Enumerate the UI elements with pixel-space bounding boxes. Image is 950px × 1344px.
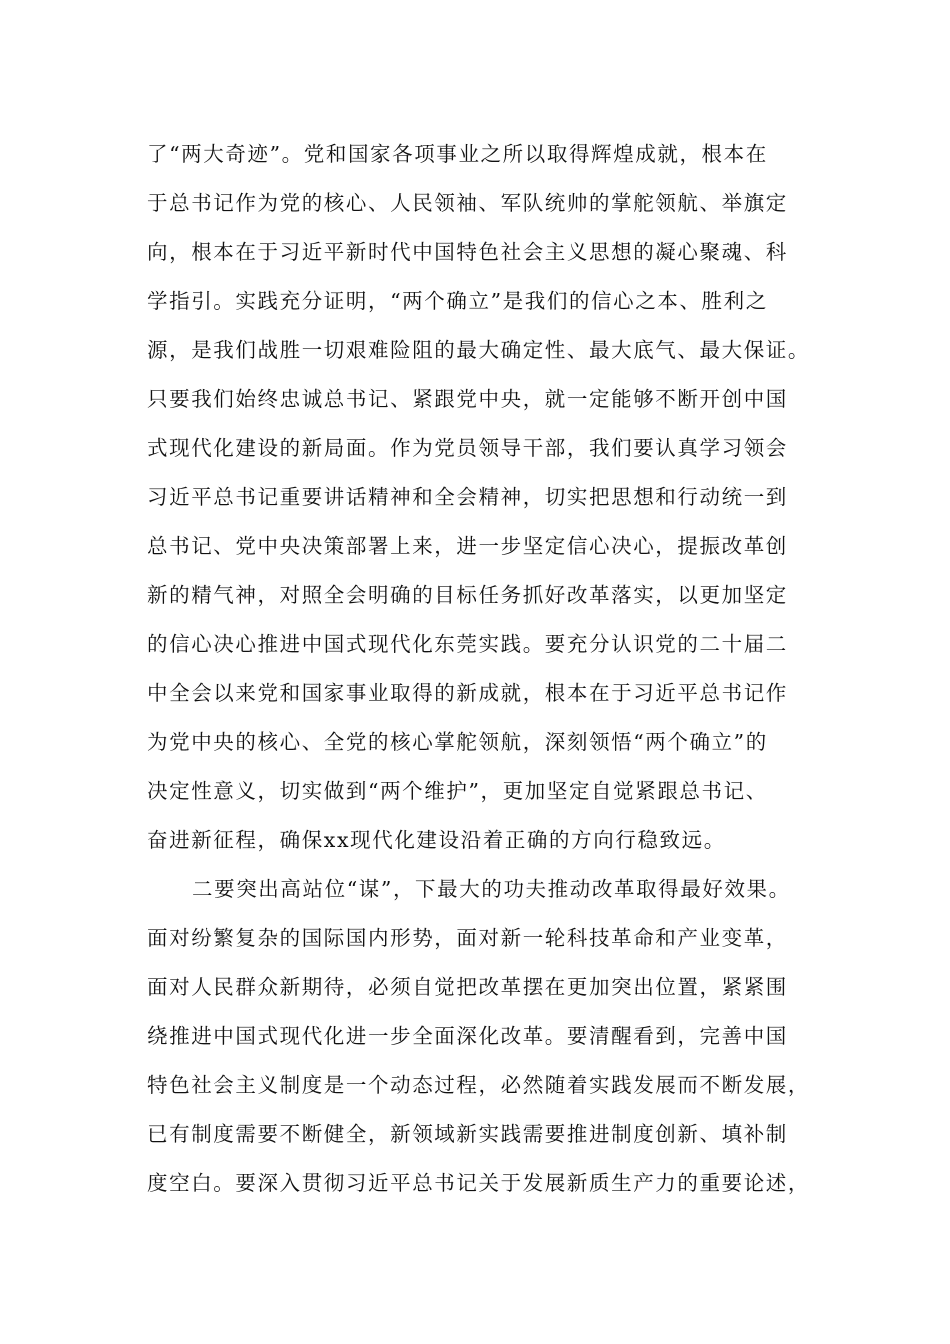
text-line: 度空白。要深入贯彻习近平总书记关于发展新质生产力的重要论述， — [147, 1171, 810, 1195]
text-line: 特色社会主义制度是一个动态过程，必然随着实践发展而不断发展， — [147, 1073, 810, 1097]
text-line: 于总书记作为党的核心、人民领袖、军队统帅的掌舵领航、举旗定 — [147, 191, 788, 215]
text-line: 中全会以来党和国家事业取得的新成就，根本在于习近平总书记作 — [147, 681, 788, 705]
text-line: 奋进新征程，确保xx现代化建设沿着正确的方向行稳致远。 — [147, 828, 726, 852]
paragraph-start-line: 二要突出高站位“谋”，下最大的功夫推动改革取得最好效果。 — [192, 877, 791, 901]
body-text — [147, 130, 827, 1208]
text-line: 源，是我们战胜一切艰难险阻的最大确定性、最大底气、最大保证。 — [147, 338, 810, 362]
text-line: 为党中央的核心、全党的核心掌舵领航，深刻领悟“两个确立”的 — [147, 730, 768, 754]
text-line: 面对人民群众新期待，必须自觉把改革摆在更加突出位置，紧紧围 — [147, 975, 788, 999]
text-line: 只要我们始终忠诚总书记、紧跟党中央，就一定能够不断开创中国 — [147, 387, 788, 411]
text-line: 的信心决心推进中国式现代化东莞实践。要充分认识党的二十届二 — [147, 632, 788, 656]
text-line: 面对纷繁复杂的国际国内形势，面对新一轮科技革命和产业变革， — [147, 926, 788, 950]
text-line: 向，根本在于习近平新时代中国特色社会主义思想的凝心聚魂、科 — [147, 240, 788, 264]
text-line: 已有制度需要不断健全，新领域新实践需要推进制度创新、填补制 — [147, 1122, 788, 1146]
text-line: 绕推进中国式现代化进一步全面深化改革。要清醒看到，完善中国 — [147, 1024, 788, 1048]
text-line: 习近平总书记重要讲话精神和全会精神，切实把思想和行动统一到 — [147, 485, 788, 509]
text-line: 学指引。实践充分证明，“两个确立”是我们的信心之本、胜利之 — [147, 289, 768, 313]
text-line: 决定性意义，切实做到“两个维护”，更加坚定自觉紧跟总书记、 — [147, 779, 768, 803]
text-line: 新的精气神，对照全会明确的目标任务抓好改革落实，以更加坚定 — [147, 583, 788, 607]
text-line: 式现代化建设的新局面。作为党员领导干部，我们要认真学习领会 — [147, 436, 788, 460]
text-line: 总书记、党中央决策部署上来，进一步坚定信心决心，提振改革创 — [147, 534, 788, 558]
text-line: 了“两大奇迹”。党和国家各项事业之所以取得辉煌成就，根本在 — [147, 142, 768, 166]
